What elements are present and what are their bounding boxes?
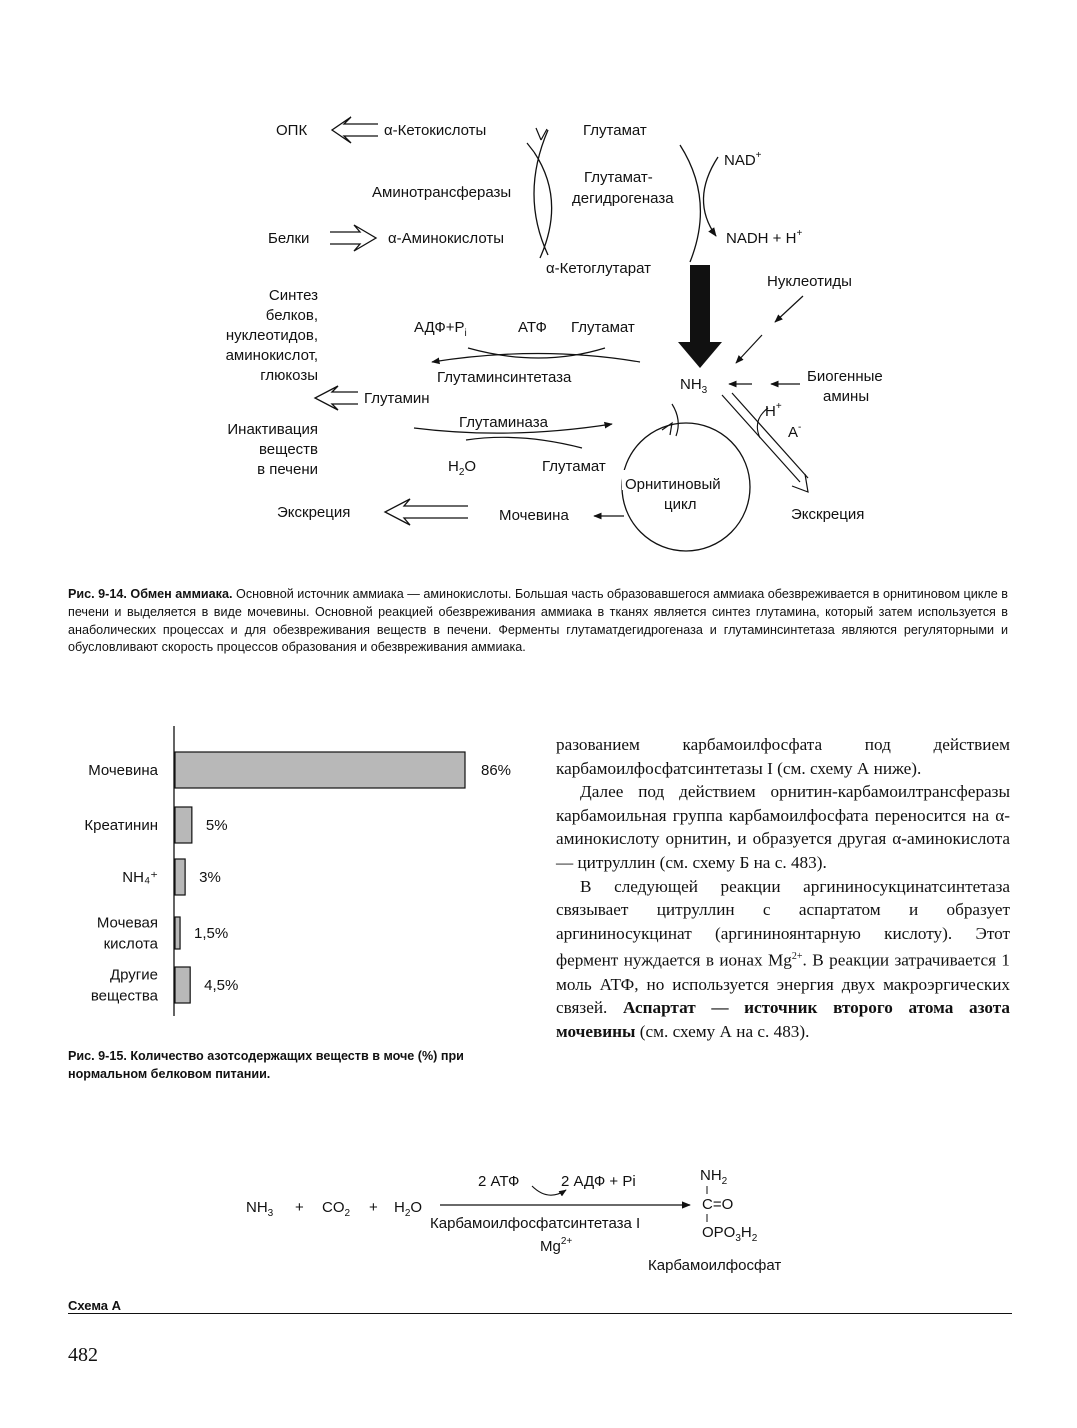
caption-text: Основной источник аммиака — аминокислоты. Большая часть образовавшегося аммиака обезвреживается в орнитиновом цикле в печени и выделяется в виде мочевины. Основной реакцией обезвреживания аммиака в тканях является синтез глутамина, который затем используется в анаболических процессах и для обезвреживания веществ в печени. Ферменты глутаматдегидрогеназа и глутаминсинтетаза являются регуляторными и обусловливают скорость процессов образования и обезвреживания аммиака. — [68, 587, 1008, 655]
alpha-ketoglutarate-label: α-Кетоглутарат — [546, 260, 651, 277]
schema-rule — [68, 1313, 1012, 1314]
svg-text:в печени: в печени — [257, 461, 318, 478]
proteins-label: Белки — [268, 230, 310, 247]
glutamate-top-label: Глутамат — [583, 122, 647, 139]
value-label: 3% — [199, 869, 221, 886]
svg-text:Инактивация: Инактивация — [227, 421, 318, 438]
nad-label: NAD+ — [724, 150, 762, 169]
glutaminase-label: Глутаминаза — [459, 414, 548, 431]
bar-1 — [175, 807, 192, 843]
glutamate-mid-label: Глутамат — [571, 319, 635, 336]
gdh-curve-right — [703, 157, 718, 236]
paragraph-2: Далее под действием орнитин-карбамоилтрансферазы карбамоильная группа карбамоилфосфата переносится на α-аминокислоту орнитин, и образуется другая α-аминокислота — цитруллин (см. схему Б на с. 483). — [556, 782, 1010, 872]
schema-plus-1: + — [295, 1199, 304, 1216]
ornithine-label-1: Орнитиновый — [625, 476, 721, 493]
svg-text:нуклеотидов,: нуклеотидов, — [225, 327, 318, 344]
glutaminase-curve-lower — [466, 437, 582, 448]
h2o-label: $H_2O$ — [448, 458, 477, 478]
svg-text:веществ: веществ — [259, 441, 318, 458]
excretion-left-label: Экскреция — [277, 504, 351, 521]
paragraph-3: В следующей реакции аргининосукцинатсинтетаза связывает цитруллин с аспартатом и образует аргининосукцинат (аргининоянтарную кислоту). Этот фермент нуждается в ионах $Mg^{2+}$. В реакции затрачивается 1 моль АТФ, но используется энергия двух макроэргических связей. Аспартат — источник второго атома азота мочевины (см. схему А на с. 483). — [556, 876, 1010, 1041]
transaminase-curve-left — [534, 130, 548, 255]
svg-text:Синтез: Синтез — [268, 287, 318, 304]
ornithine-label-2: цикл — [664, 496, 697, 513]
value-label: 5% — [205, 817, 228, 834]
a-minus-label: A- — [788, 422, 802, 441]
schema-co2: $CO_2$ — [322, 1199, 351, 1219]
biogenic-label-1: Биогенные — [807, 368, 883, 385]
category-label: Мочевая — [96, 914, 158, 932]
atp-label: АТФ — [518, 319, 547, 336]
glutamine-hollow-arrow — [315, 386, 358, 410]
bar-0 — [175, 752, 465, 788]
nucleotides-arrow — [775, 296, 803, 322]
urine-nitrogen-bar-chart — [0, 720, 540, 1030]
big-down-arrow — [678, 265, 722, 368]
caption-label: Рис. 9-14. Обмен аммиака. — [68, 587, 233, 601]
category-label: кислота — [103, 935, 158, 953]
body-text-column — [556, 733, 1010, 1043]
schema-mg: $Mg^{2+}$ — [540, 1236, 573, 1255]
bar-2 — [175, 859, 185, 895]
inactivation-label — [227, 421, 318, 478]
h-plus-label: H+ — [765, 401, 782, 420]
schema-nh2: $NH_2$ — [700, 1167, 728, 1187]
aminotransferases-label: Аминотрансферазы — [372, 184, 512, 201]
glutamine-synthetase-label: Глутаминсинтетаза — [437, 369, 572, 386]
urea-label: Мочевина — [499, 507, 569, 524]
nucleotides-arrow-2 — [736, 335, 762, 363]
schema-atp: 2 АТФ — [478, 1173, 520, 1190]
gdh-label-2: дегидрогеназа — [572, 190, 674, 207]
category-label: NH₄⁺ — [122, 869, 158, 886]
opk-hollow-arrow — [332, 117, 378, 143]
figure-9-14-caption — [68, 586, 1008, 657]
svg-text:белков,: белков, — [265, 307, 318, 324]
synthesis-label — [226, 287, 319, 384]
category-label: Другие — [109, 966, 158, 984]
glutamine-label: Глутамин — [364, 390, 430, 407]
figure-9-15-caption: Рис. 9-15. Количество азотсодержащих веществ в моче (%) при нормальном белковом питании. — [68, 1049, 464, 1081]
page-number: 482 — [68, 1344, 98, 1366]
alpha-amino-label: α-Аминокислоты — [388, 230, 505, 247]
svg-text:глюкозы: глюкозы — [260, 367, 318, 384]
proteins-hollow-arrow — [330, 225, 376, 251]
schema-label: Схема А — [68, 1298, 122, 1310]
value-label: 1,5% — [194, 925, 229, 942]
bar-4 — [175, 967, 190, 1003]
nh3-label: $NH_3$ — [680, 376, 708, 396]
schema-enzyme: Карбамоилфосфатсинтетаза I — [430, 1215, 641, 1232]
cycle-arrow-in — [672, 404, 678, 436]
svg-text:аминокислот,: аминокислот, — [225, 347, 318, 364]
bar-3 — [175, 917, 180, 949]
biogenic-label-2: амины — [823, 388, 870, 405]
gdh-curve-left — [680, 145, 700, 262]
category-label: Мочевина — [88, 762, 158, 779]
schema-plus-2: + — [369, 1199, 378, 1216]
value-label: 86% — [481, 762, 512, 779]
category-label: Креатинин — [84, 817, 158, 834]
gdh-label-1: Глутамат- — [584, 169, 653, 186]
adp-pi-label: $АДФ+P_i$ — [414, 319, 467, 339]
schema-a-reaction — [0, 1150, 1077, 1310]
value-label: 4,5% — [204, 977, 239, 994]
nucleotides-label: Нуклеотиды — [767, 273, 852, 290]
schema-co: C=O — [702, 1196, 734, 1213]
paragraph-1: разованием карбамоилфосфата под действием карбамоилфосфатсинтетазы I (см. схему А ниже). — [556, 735, 1010, 778]
opk-label: ОПК — [276, 122, 308, 139]
excretion-hollow-arrow — [385, 499, 468, 525]
glutamate-low-label: Глутамат — [542, 458, 606, 475]
category-label: вещества — [90, 987, 158, 1005]
nadh-label: NADH + H+ — [726, 228, 803, 247]
alpha-ketoacids-label: α-Кетокислоты — [384, 122, 487, 139]
excretion-right-label: Экскреция — [791, 506, 865, 523]
schema-adp: 2 АДФ + Pi — [561, 1173, 636, 1190]
schema-h2o: $H_2O$ — [394, 1199, 423, 1219]
schema-opo3h2: $OPO_3H_2$ — [702, 1224, 758, 1244]
schema-nh3: $NH_3$ — [246, 1199, 274, 1219]
schema-product: Карбамоилфосфат — [648, 1257, 782, 1274]
ammonia-metabolism-diagram — [0, 0, 1077, 560]
